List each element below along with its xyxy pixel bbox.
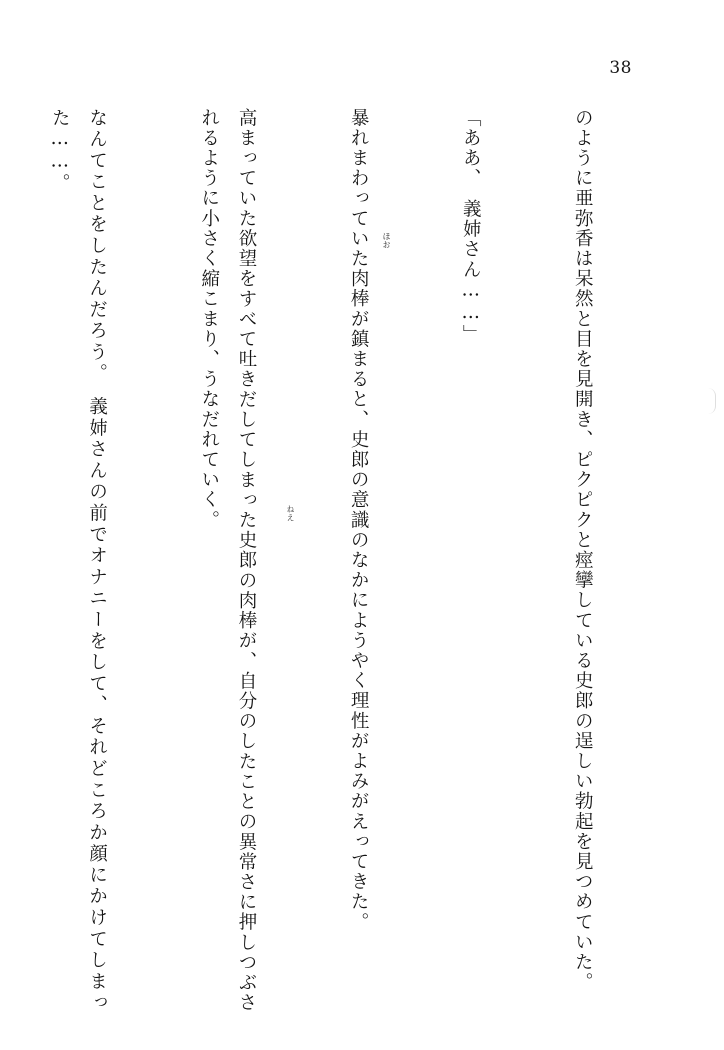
body-text-block [49,108,676,1013]
ruby-annotation: ねえ [286,505,295,522]
paragraph: のように亜弥香は呆然と目を見開き、ピクピクと痙攣している史郎の逞しい勃起を見つめていた。 [572,108,594,993]
page-number: 38 [609,58,632,78]
paragraph: 高まっていた欲望をすべて吐きだしてしまった史郎の肉棒が、自分のしたことの異常さに押しつぶされるように小さく縮こまり、うなだれていく。 [198,108,258,1013]
ruby-annotation: ほお [382,232,391,249]
page-edge-mark [705,388,716,414]
paragraph: 「ああ、 義姉さん……」 [460,108,482,345]
paragraph: 暴れまわっていた肉棒が鎮まると、史郎の意識のなかにようやく理性がよみがえってきた。 [348,108,370,933]
paragraph: なんてことをしたんだろう。 義姉さんの前でオナニーをして、それどころか顔にかけてしまった……。 [49,108,108,1013]
